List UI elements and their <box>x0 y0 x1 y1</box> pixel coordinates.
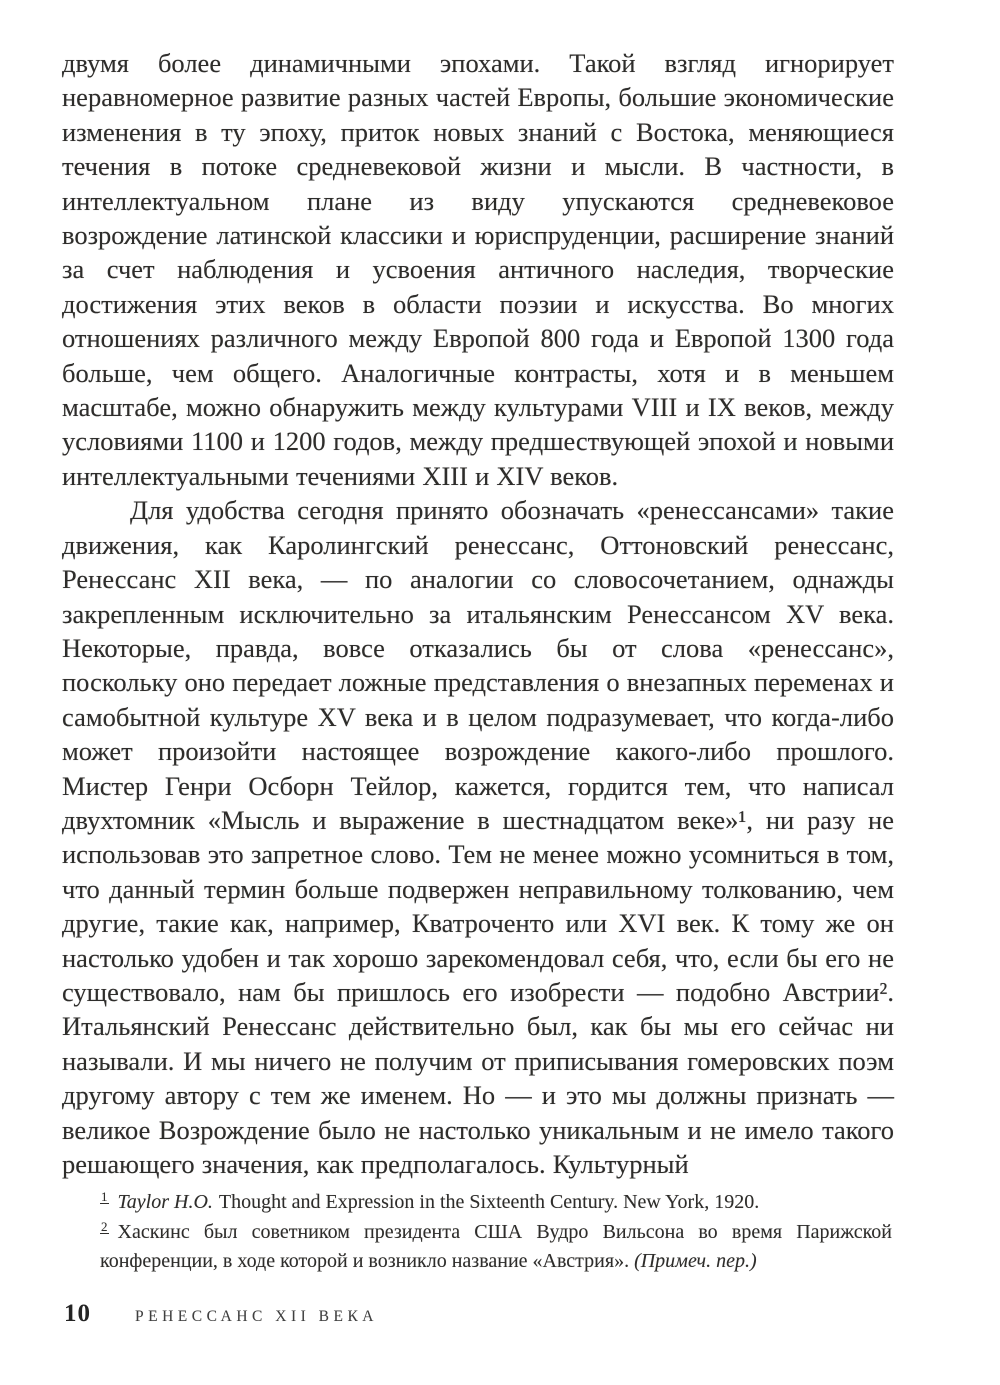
footnote-1 <box>100 1188 892 1218</box>
footnote-2 <box>100 1218 892 1277</box>
footnotes-block <box>100 1188 892 1277</box>
footnote-2-translator-note: (Примеч. пер.) <box>634 1250 757 1272</box>
body-paragraph-1: двумя более динамичными эпохами. Такой взгляд игнорирует неравномерное развитие разных частей Европы, большие экономические изменения в ту эпоху, приток новых знаний с Востока, меняющиеся течения в потоке средневековой жизни и мысли. В частности, в интеллектуальном плане из виду упускаются средневековое возрождение латинской классики и юриспруденции, расширение знаний за счет наблюдения и усвоения античного наследия, творческие достижения этих веков в области поэзии и искусства. Во многих отношениях различного между Европой 800 года и Европой 1300 года больше, чем общего. Аналогичные контрасты, хотя и в меньшем масштабе, можно обнаружить между культурами VIII и IX веков, между условиями 1100 и 1200 годов, между предшествующей эпохой и новыми интеллектуальными течениями XIII и XIV веков. <box>62 48 894 491</box>
page-body <box>62 46 894 1181</box>
footnote-2-text: Хаскинс был советником президента США Вудро Вильсона во время Парижской конференции, в ходе которой и возникло название «Австрия». <box>100 1220 892 1272</box>
footnote-1-text: Thought and Expression in the Sixteenth Century. New York, 1920. <box>218 1191 760 1213</box>
footnote-1-marker: 1 <box>101 1189 108 1204</box>
page-footer <box>64 1300 378 1328</box>
footnote-2-marker: 2 <box>101 1218 108 1234</box>
page-number: 10 <box>64 1300 91 1327</box>
running-title: РЕНЕССАНС XII ВЕКА <box>135 1308 378 1325</box>
footnote-1-author: Taylor H.O. <box>117 1191 213 1213</box>
body-paragraph-2: Для удобства сегодня принято обозначать «ренессансами» такие движения, как Каролингский ренессанс, Оттоновский ренессанс, Ренессанс XII века, — по аналогии со словосочетанием, однажды закрепленным исключительно за итальянским Ренессансом XV века. Некоторые, правда, вовсе отказались бы от слова «ренессанс», поскольку оно передает ложные представления о внезапных переменах и самобытной культуре XV века и в целом подразумевает, что когда-либо может произойти настоящее возрождение какого-либо прошлого. Мистер Генри Осборн Тейлор, кажется, гордится тем, что написал двухтомник «Мысль и выражение в шестнадцатом веке»¹, ни разу не использовав это запретное слово. Тем не менее можно усомниться в том, что данный термин больше подвержен неправильному толкованию, чем другие, такие как, например, Кватроченто или XVI век. К тому же он настолько удобен и так хорошо зарекомендовал себя, что, если бы его не существовало, нам бы пришлось его изобрести — подобно Австрии². Итальянский Ренессанс действительно был, как бы мы его сейчас ни называли. И мы ничего не получим от приписывания гомеровских поэм другому автору с тем же именем. Но — и это мы должны признать — великое Возрождение было не настолько уникальным и не имело такого решающего значения, как предполагалось. Культурный <box>62 495 894 1179</box>
